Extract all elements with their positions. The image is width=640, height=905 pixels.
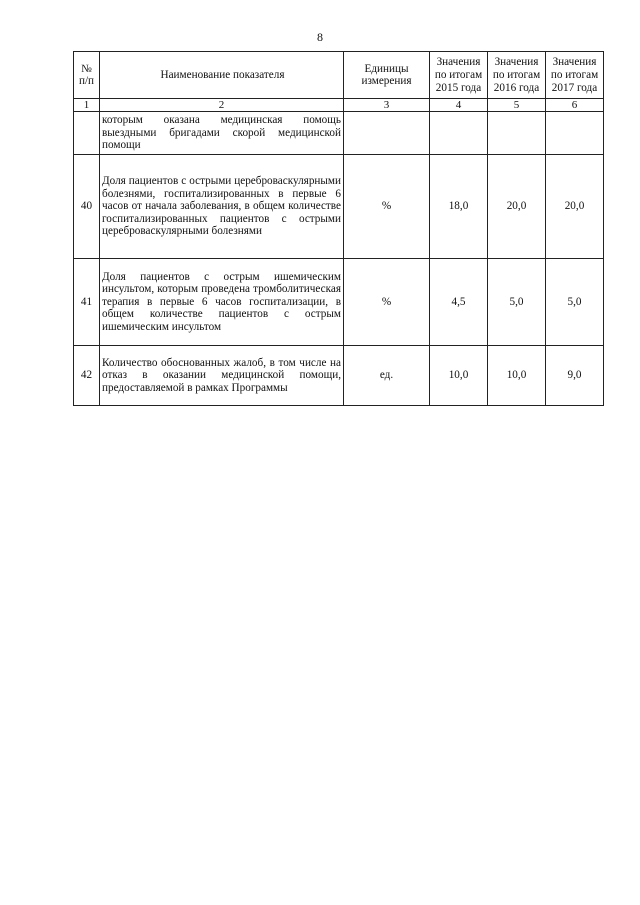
value-2015: 10,0 bbox=[430, 346, 488, 406]
column-number: 5 bbox=[488, 99, 546, 112]
header-2016: Значения по итогам 2016 года bbox=[488, 52, 546, 99]
column-number: 1 bbox=[74, 99, 100, 112]
value-2015: 4,5 bbox=[430, 259, 488, 346]
value-2016: 5,0 bbox=[488, 259, 546, 346]
value-2017: 9,0 bbox=[546, 346, 604, 406]
indicator-name: которым оказана медицинская помощь выездными бригадами скорой медицинской помощи bbox=[100, 112, 344, 155]
page-number: 8 bbox=[317, 30, 323, 44]
indicator-name: Количество обоснованных жалоб, в том числе на отказ в оказании медицинской помощи, предоставляемой в рамках Программы bbox=[100, 346, 344, 406]
column-number: 2 bbox=[100, 99, 344, 112]
value-2017: 5,0 bbox=[546, 259, 604, 346]
value-2015: 18,0 bbox=[430, 155, 488, 259]
table-row bbox=[74, 112, 604, 155]
indicator-unit: ед. bbox=[344, 346, 430, 406]
row-number bbox=[74, 112, 100, 155]
header-number: № п/п bbox=[74, 52, 100, 99]
row-number: 41 bbox=[74, 259, 100, 346]
indicator-unit: % bbox=[344, 155, 430, 259]
column-number: 4 bbox=[430, 99, 488, 112]
indicators-table bbox=[73, 51, 604, 406]
indicator-name: Доля пациентов с острым ишемическим инсультом, которым проведена тромболитическая терапия в первые 6 часов госпитализации, в общем количестве пациентов с острым ишемическим инсультом bbox=[100, 259, 344, 346]
value-2017 bbox=[546, 112, 604, 155]
table-row bbox=[74, 259, 604, 346]
column-number: 6 bbox=[546, 99, 604, 112]
indicator-unit bbox=[344, 112, 430, 155]
indicator-name: Доля пациентов с острыми цереброваскулярными болезнями, госпитализированных в первые 6 часов от начала заболевания, в общем количестве госпитализированных пациентов с острыми цереброваскулярными болезнями bbox=[100, 155, 344, 259]
value-2016: 20,0 bbox=[488, 155, 546, 259]
header-2015: Значения по итогам 2015 года bbox=[430, 52, 488, 99]
column-number-row bbox=[74, 99, 604, 112]
column-number: 3 bbox=[344, 99, 430, 112]
indicator-unit: % bbox=[344, 259, 430, 346]
header-unit: Единицы измерения bbox=[344, 52, 430, 99]
value-2015 bbox=[430, 112, 488, 155]
header-2017: Значения по итогам 2017 года bbox=[546, 52, 604, 99]
row-number: 42 bbox=[74, 346, 100, 406]
value-2016: 10,0 bbox=[488, 346, 546, 406]
row-number: 40 bbox=[74, 155, 100, 259]
header-row bbox=[74, 52, 604, 99]
value-2016 bbox=[488, 112, 546, 155]
header-name: Наименование показателя bbox=[100, 52, 344, 99]
table-row bbox=[74, 346, 604, 406]
table-row bbox=[74, 155, 604, 259]
value-2017: 20,0 bbox=[546, 155, 604, 259]
